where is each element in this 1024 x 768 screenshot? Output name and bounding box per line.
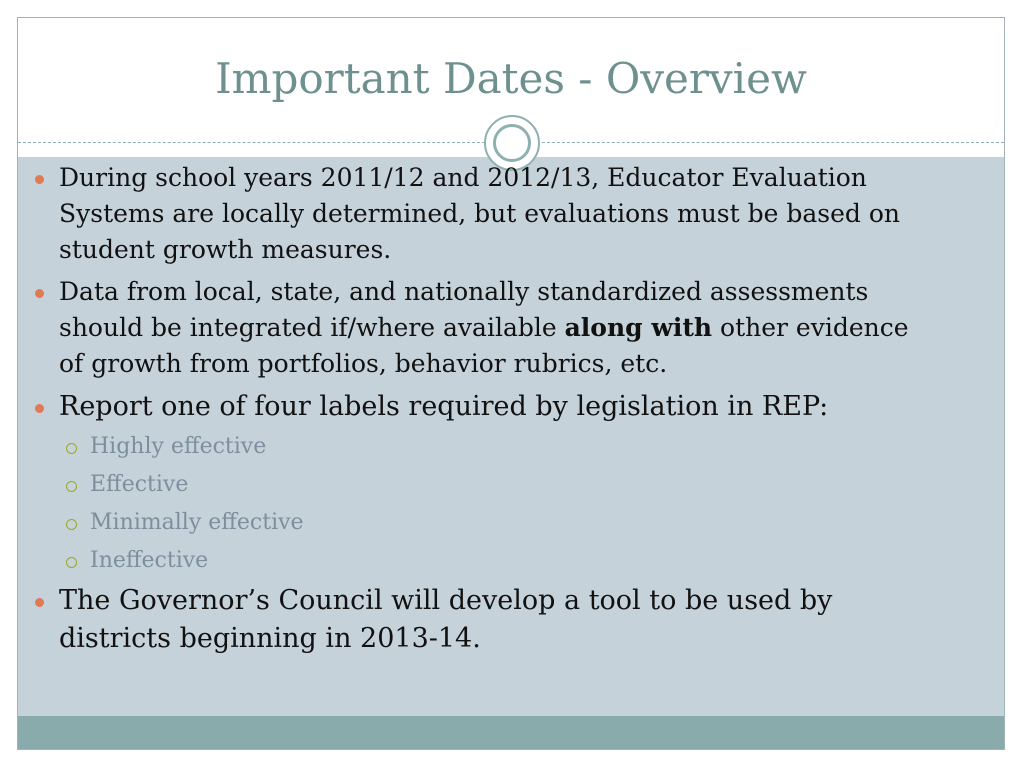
bullet-item [30,388,930,426]
slide-title: Important Dates - Overview [215,54,807,103]
bullet-list [30,160,930,664]
ornament-inner-ring-icon [493,124,531,162]
sub-bullet-ring-icon [66,557,77,568]
sub-bullet-text: Ineffective [90,548,209,573]
footer-bar [18,716,1004,750]
bullet-text-part: other evidence of growth from portfolios, behavior rubrics, etc. [59,313,909,378]
sub-bullet-ring-icon [66,443,77,454]
sub-bullet-item [30,504,930,542]
bullet-item [30,160,930,268]
sub-bullet-text: Minimally effective [90,510,304,535]
bullet-dot-icon [35,175,44,184]
sub-bullet-text: Highly effective [90,434,267,459]
bullet-item [30,582,930,658]
bullet-dot-icon [35,404,44,413]
sub-bullet-list [30,428,930,580]
sub-bullet-item [30,428,930,466]
bullet-text-part: Data from local, state, and nationally standardized assessments should be integrated if/where available [59,277,869,342]
bullet-dot-icon [35,598,44,607]
sub-bullet-item [30,542,930,580]
bullet-text: Report one of four labels required by legislation in REP: [59,391,829,422]
bullet-item [30,274,930,382]
sub-bullet-ring-icon [66,481,77,492]
sub-bullet-item [30,466,930,504]
bullet-dot-icon [35,289,44,298]
sub-bullet-ring-icon [66,519,77,530]
bullet-text: During school years 2011/12 and 2012/13, Educator Evaluation Systems are locally determined, but evaluations must be based on student growth measures. [59,163,901,264]
sub-bullet-text: Effective [90,472,189,497]
bullet-bold-text: along with [564,313,713,342]
bullet-text: The Governor’s Council will develop a tool to be used by districts beginning in 2013-14. [59,585,833,654]
